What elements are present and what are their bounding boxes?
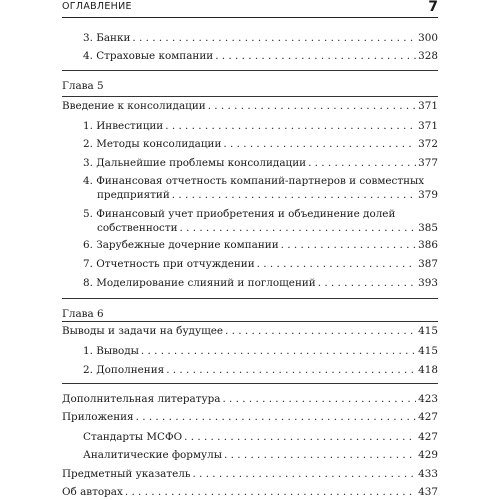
chapter-heading: Глава 6 — [62, 308, 104, 320]
toc-entry: Аналитические формулы . . . 429 — [62, 448, 438, 462]
toc-entry: 5. Финансовый учет приобретения и объединение долей собственности . . . 385 — [62, 207, 438, 235]
toc-entry: 1. Выводы . . . 415 — [62, 344, 438, 358]
toc-entry: 3. Дальнейшие проблемы консолидации . . . 377 — [62, 156, 438, 170]
toc-entry: 3. Банки . . . 300 — [62, 31, 438, 45]
toc-entry: 2. Дополнения . . . 418 — [62, 363, 438, 377]
divider — [62, 321, 438, 322]
toc-entry: 7. Отчетность при отчуждении . . . 387 — [62, 257, 438, 271]
toc-entry: Приложения . . . 427 — [62, 410, 438, 424]
running-title: ОГЛАВЛЕНИЕ — [62, 1, 132, 12]
page-header — [62, 0, 438, 18]
chapter-title-entry: Введение к консолидации . . . 371 — [62, 99, 438, 113]
chapter-title-entry: Выводы и задачи на будущее . . . 415 — [62, 324, 438, 338]
divider — [62, 96, 438, 97]
toc-entry: 6. Зарубежные дочерние компании . . . 386 — [62, 238, 438, 252]
page-number: 7 — [428, 0, 438, 15]
divider — [62, 383, 438, 384]
toc-entry: 4. Страховые компании . . . 328 — [62, 49, 438, 63]
toc-entry: 8. Моделирование слияний и поглощений . . . 393 — [62, 276, 438, 290]
divider — [62, 70, 438, 71]
chapter-heading: Глава 5 — [62, 80, 104, 92]
toc-entry: 4. Финансовая отчетность компаний-партнеров и совместных предприятий . . . 379 — [62, 174, 438, 202]
toc-entry: Стандарты МСФО . . . 427 — [62, 430, 438, 444]
toc-entry: 2. Методы консолидации . . . 372 — [62, 137, 438, 151]
toc-entry: Об авторах . . . 437 — [62, 485, 438, 499]
divider — [62, 298, 438, 299]
toc-entry: Предметный указатель . . . 433 — [62, 467, 438, 481]
toc-entry: 1. Инвестиции . . . 371 — [62, 119, 438, 133]
toc-entry: Дополнительная литература . . . 423 — [62, 392, 438, 406]
